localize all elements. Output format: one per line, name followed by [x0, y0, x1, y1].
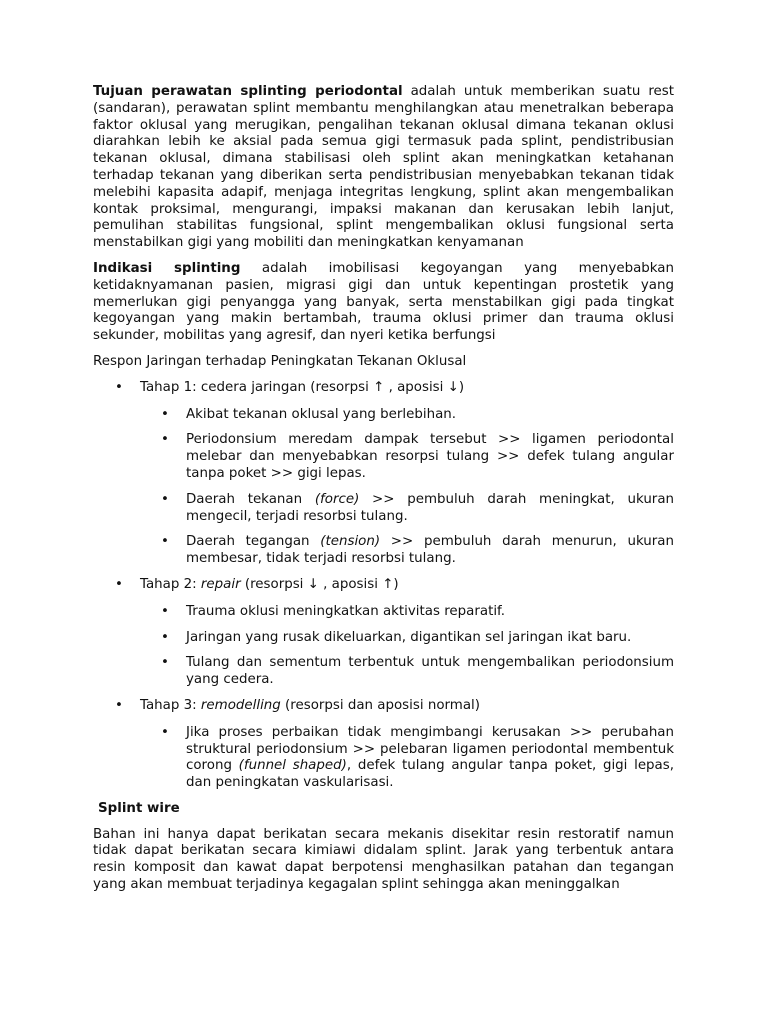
bullet-icon: •: [161, 534, 169, 550]
paragraph-splint-wire: Bahan ini hanya dapat berikatan secara mekanis disekitar resin restoratif namun tidak dapat berikatan secara kimiawi didalam splint. Jarak yang terbentuk antara resin komposit dan kawat dapat berpotensi menghasilkan patahan dan tegangan yang akan membuat terjadinya kegagalan splint sehingga akan meninggalkan: [93, 826, 674, 893]
stage-3-items: [140, 725, 674, 792]
bullet-icon: •: [161, 491, 169, 507]
list-item-text: >> pembuluh darah menurun, ukuran membesar, tidak terjadi resorbsi tulang.: [186, 534, 674, 567]
bullet-icon: •: [161, 655, 169, 671]
paragraph-tujuan-body: adalah untuk memberikan suatu rest (sandaran), perawatan splint membantu menghilangkan atau menetralkan beberapa faktor oklusal yang merugikan, pengalihan tekanan oklusal dimana tekanan oklusi diarahkan lebih ke aksial pada semua gigi termasuk pada splint, pendistribusian tekanan oklusal, dimana stabilisasi oleh splint akan meningkatkan ketahanan terhadap tekanan yang diberikan serta pendistribusian menyebabkan tekanan tidak melebihi kapasita adapif, menjaga integritas lengkung, splint akan mengembalikan kontak proksimal, mengurangi, impaksi makanan dan kerusakan lebih lanjut, pemulihan stabilitas fungsional, splint mengembalikan oklusi fungsional serta menstabilkan gigi yang mobiliti dan meningkatkan kenyamanan: [93, 84, 674, 251]
stage-1-label: Tahap 1: cedera jaringan (resorpsi ↑ , aposisi ↓): [140, 379, 465, 395]
section-title-respon: Respon Jaringan terhadap Peningkatan Tekanan Oklusal: [93, 353, 467, 369]
term-remodelling: remodelling: [200, 697, 281, 713]
list-item: [140, 492, 674, 526]
list-item: [140, 432, 674, 482]
list-item-text: Periodonsium meredam dampak tersebut >> ligamen periodontal melebar dan menyebabkan resorpsi tulang >> defek tulang angular tanpa poket >> gigi lepas.: [186, 432, 674, 481]
stage-2-label: Tahap 2: repair (resorpsi ↓ , aposisi ↑): [140, 576, 399, 592]
list-item-text: Daerah tegangan: [186, 534, 321, 550]
bullet-icon: •: [161, 603, 169, 619]
term-indikasi: Indikasi splinting: [93, 260, 241, 276]
bullet-icon: •: [161, 432, 169, 448]
paragraph-indikasi: [93, 261, 674, 345]
list-item-text: Jaringan yang rusak dikeluarkan, digantikan sel jaringan ikat baru.: [186, 629, 632, 645]
list-item: [140, 407, 674, 424]
bullet-icon: •: [115, 379, 123, 395]
list-item-text: Jika proses perbaikan tidak mengimbangi kerusakan >> perubahan struktural periodonsium >> pelebaran ligamen periodontal membentuk corong: [186, 724, 674, 774]
stage-3-label: Tahap 3: remodelling (resorpsi dan aposisi normal): [140, 697, 480, 713]
list-item: [140, 604, 674, 621]
term-repair: repair: [200, 576, 241, 592]
term-funnel-shaped: (funnel shaped): [238, 758, 347, 774]
paragraph-tujuan: [93, 84, 674, 252]
stage-3: [93, 698, 674, 792]
stage-2: [93, 577, 674, 689]
term-tujuan: Tujuan perawatan splinting periodontal: [93, 84, 403, 99]
paragraph-indikasi-body: adalah imobilisasi kegoyangan yang menyebabkan ketidaknyamanan pasien, migrasi gigi dan untuk kepentingan prostetik yang memerlukan gigi penyangga yang banyak, serta menstabilkan gigi pada tingkat kegoyangan yang makin bertambah, trauma oklusi primer dan trauma oklusi sekunder, mobilitas yang agresif, dan nyeri ketika berfungsi: [93, 260, 675, 344]
document-page: [93, 84, 674, 903]
bullet-icon: •: [161, 629, 169, 645]
list-item: [140, 655, 674, 689]
bullet-icon: •: [115, 576, 123, 592]
stage-1-items: [140, 407, 674, 568]
stage-list: [93, 380, 674, 792]
list-item: [140, 534, 674, 568]
term-tension: (tension): [320, 534, 381, 550]
stage-2-items: [140, 604, 674, 689]
list-item-text: , defek tulang angular tanpa poket, gigi lepas, dan peningkatan vaskularisasi.: [186, 758, 674, 791]
list-item: [140, 725, 674, 792]
list-item-text: Trauma oklusi meningkatkan aktivitas reparatif.: [186, 603, 506, 619]
list-item-text: Akibat tekanan oklusal yang berlebihan.: [186, 406, 457, 422]
term-force: (force): [314, 491, 360, 507]
stage-1: [93, 380, 674, 568]
bullet-icon: •: [115, 697, 123, 713]
list-item-text: >> pembuluh darah meningkat, ukuran mengecil, terjadi resorbsi tulang.: [186, 491, 675, 524]
bullet-icon: •: [161, 724, 169, 740]
bullet-icon: •: [161, 406, 169, 422]
list-item-text: Daerah tekanan: [186, 491, 315, 507]
heading-splint-wire: Splint wire: [98, 800, 180, 816]
list-item-text: Tulang dan sementum terbentuk untuk mengembalikan periodonsium yang cedera.: [186, 655, 674, 688]
list-item: [140, 630, 674, 647]
